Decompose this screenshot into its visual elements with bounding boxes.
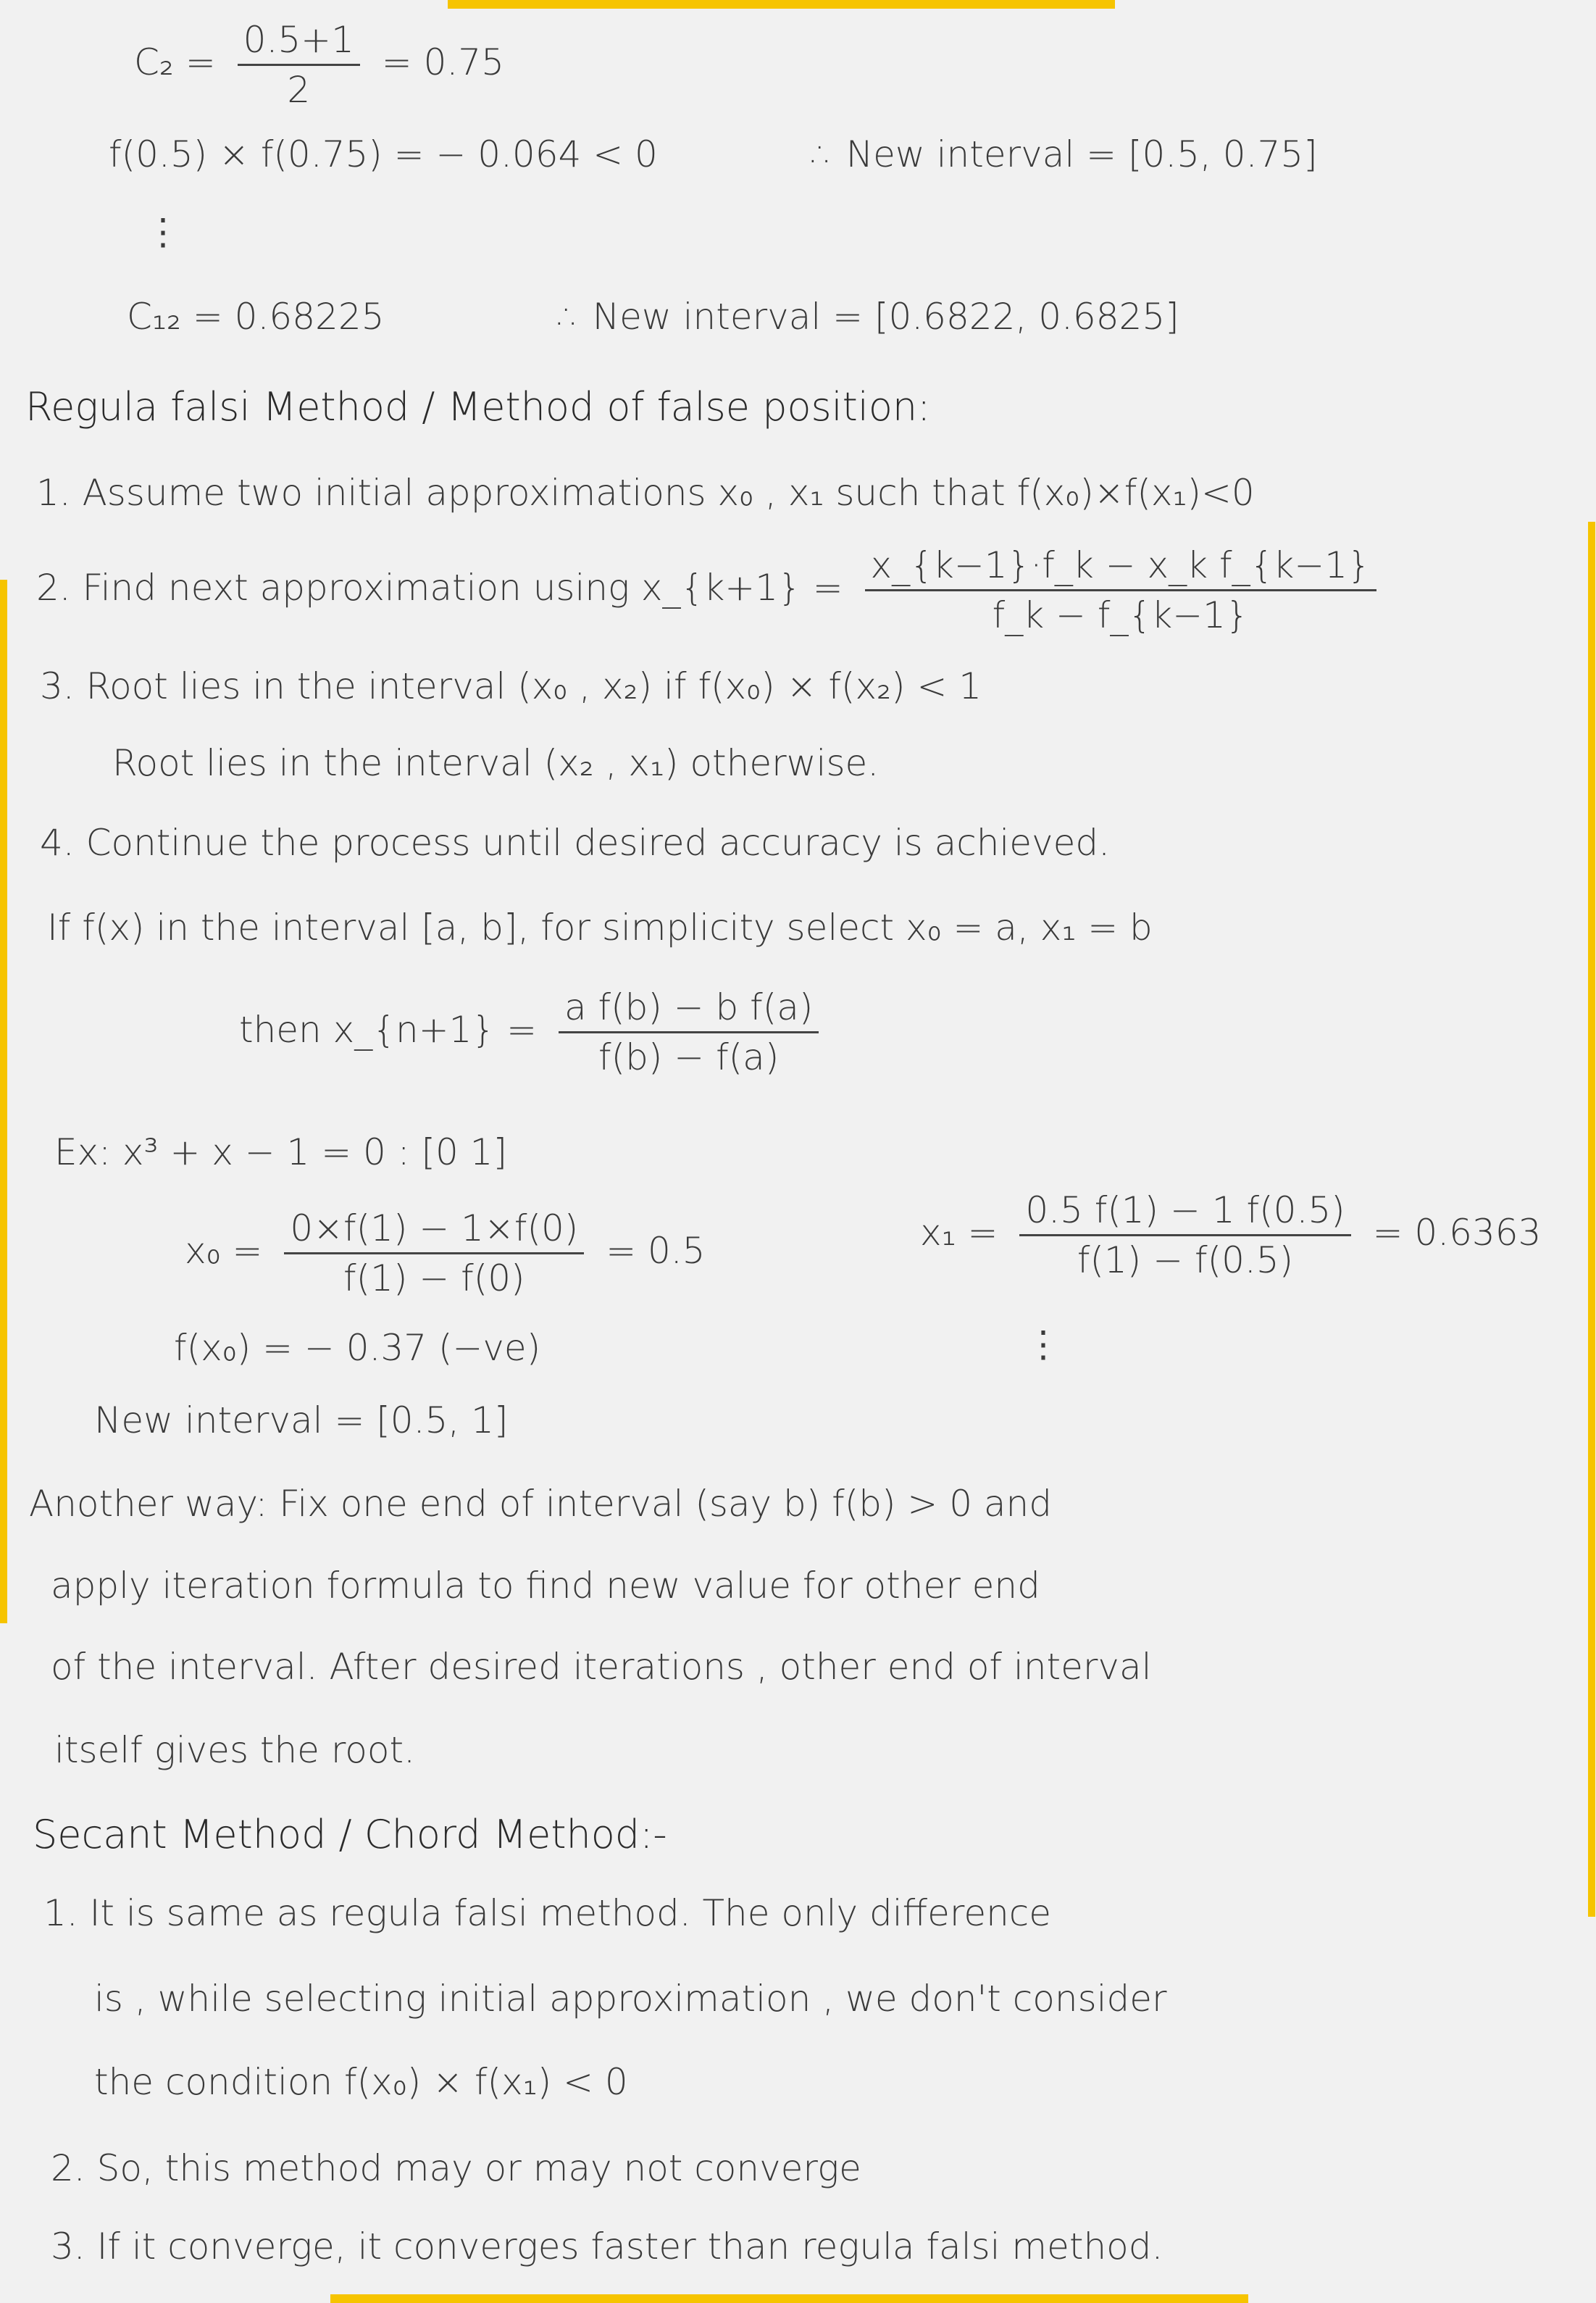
c2-result: = 0.75 [381,41,504,83]
another-way-3: of the interval. After desired iterations , other end of interval [51,1646,1152,1688]
denominator: f_k − f_{k−1} [992,594,1249,636]
product-line: f(0.5) × f(0.75) = − 0.064 < 0 [109,133,658,175]
x1-result: = 0.6363 [1372,1212,1542,1254]
fx0-line: f(x₀) = − 0.37 (−ve) [174,1327,541,1369]
numerator: 0.5 f(1) − 1 f(0.5) [1019,1192,1350,1236]
then-formula [239,986,829,1078]
secant-item-2: 2. So, this method may or may not converge [51,2147,861,2189]
step-2-fraction [865,544,1376,636]
denominator: f(1) − f(0.5) [1077,1239,1294,1281]
x1-label: x₁ = [920,1212,998,1254]
secant-item-3: 3. If it converge, it converges faster than regula falsi method. [51,2225,1163,2267]
x0-label: x₀ = [185,1230,263,1272]
numerator: 0.5+1 [238,22,360,66]
highlight-bar-right [1588,522,1595,1917]
step-3: 3. Root lies in the interval (x₀ , x₂) if f(x₀) × f(x₂) < 1 [40,665,982,707]
c12-line: C₁₂ = 0.68225 [127,296,385,338]
then-label: then x_{n+1} = [239,1009,538,1051]
secant-heading: Secant Method / Chord Method:- [33,1812,667,1857]
another-way-2: apply iteration formula to find new value for other end [51,1565,1040,1607]
secant-item-1a: 1. It is same as regula falsi method. The only difference [43,1892,1052,1934]
ellipsis-2: ⋮ [1025,1323,1061,1365]
if-line: If f(x) in the interval [a, b], for simplicity select x₀ = a, x₁ = b [47,907,1153,949]
step-2-text: 2. Find next approximation using x_{k+1} = [36,567,843,609]
step-4: 4. Continue the process until desired accuracy is achieved. [40,822,1111,864]
new-interval-1: ∴ New interval = [0.5, 0.75] [811,133,1318,175]
x0-fraction [284,1207,584,1299]
secant-item-1c: the condition f(x₀) × f(x₁) < 0 [94,2061,628,2103]
x1-equation [920,1189,1542,1281]
highlight-bar-left [0,580,7,1623]
x0-equation [185,1207,706,1299]
x1-fraction [1019,1189,1350,1281]
step-1: 1. Assume two initial approximations x₀ , x₁ such that f(x₀)×f(x₁)<0 [36,472,1255,514]
x0-result: = 0.5 [606,1230,706,1272]
c2-fraction [238,19,360,111]
step-2 [36,544,1387,636]
highlight-bar-bottom [330,2294,1248,2303]
numerator: 0×f(1) − 1×f(0) [284,1210,584,1254]
then-fraction [559,986,819,1078]
highlight-bar-top [448,0,1115,9]
step-3b: Root lies in the interval (x₂ , x₁) otherwise. [112,742,880,784]
regula-falsi-heading: Regula falsi Method / Method of false position: [25,384,931,430]
denominator: 2 [287,69,311,111]
numerator: x_{k−1}·f_k − x_k f_{k−1} [865,547,1376,591]
ellipsis: ⋮ [145,211,181,253]
c2-label: C₂ = [134,41,216,83]
new-interval-2: ∴ New interval = [0.6822, 0.6825] [558,296,1179,338]
denominator: f(b) − f(a) [598,1036,780,1078]
another-way-4: itself gives the root. [54,1729,415,1771]
c2-equation [134,19,504,111]
secant-item-1b: is , while selecting initial approximation , we don't consider [94,1978,1167,2020]
another-way-1: Another way: Fix one end of interval (say b) f(b) > 0 and [29,1483,1052,1525]
example-line: Ex: x³ + x − 1 = 0 : [0 1] [54,1131,507,1173]
example-new-interval: New interval = [0.5, 1] [94,1399,509,1441]
denominator: f(1) − f(0) [343,1257,525,1299]
numerator: a f(b) − b f(a) [559,989,819,1033]
